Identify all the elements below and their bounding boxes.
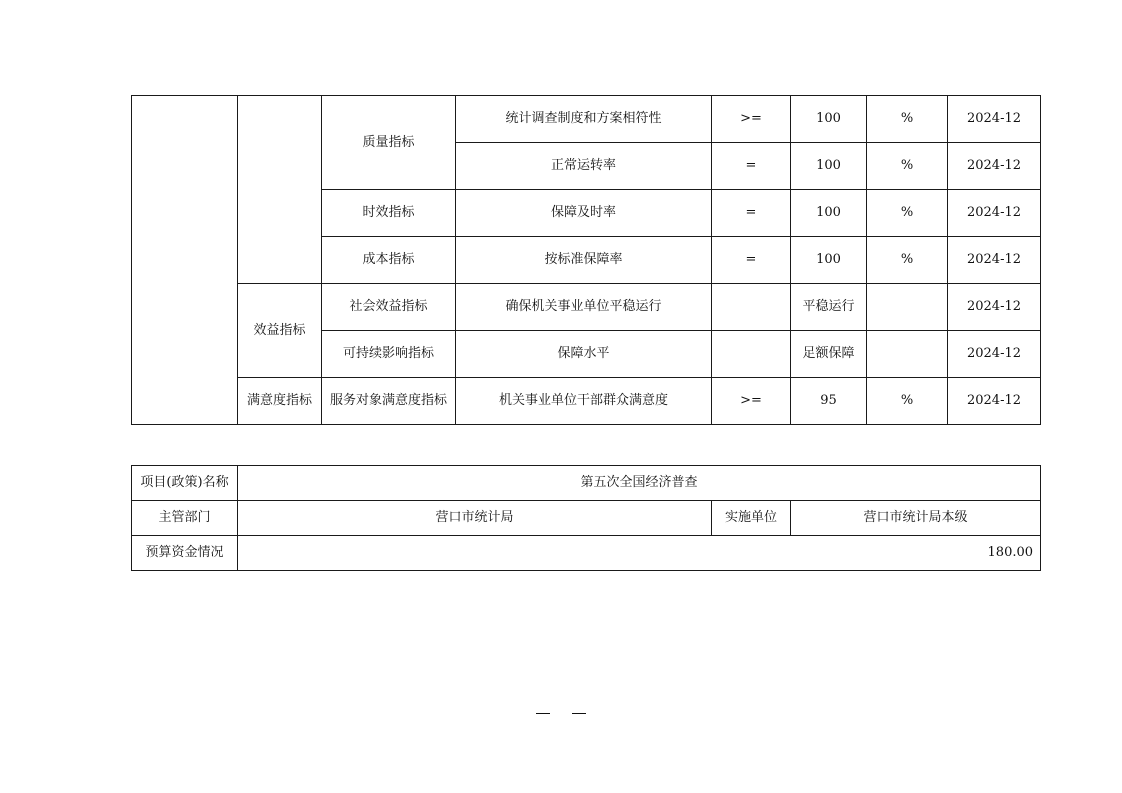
project-name-value: 第五次全国经济普查 bbox=[238, 466, 1041, 501]
deadline-cell: 2024-12 bbox=[948, 378, 1041, 425]
deadline-cell: 2024-12 bbox=[948, 237, 1041, 284]
table-row bbox=[132, 284, 1041, 331]
level3-cell: 时效指标 bbox=[322, 190, 456, 237]
level3-cell: 社会效益指标 bbox=[322, 284, 456, 331]
level3-cell: 可持续影响指标 bbox=[322, 331, 456, 378]
target-cell: 100 bbox=[791, 237, 867, 284]
footer-dash bbox=[572, 713, 586, 714]
operator-cell: = bbox=[712, 143, 791, 190]
impl-value: 营口市统计局本级 bbox=[791, 501, 1041, 536]
dept-value: 营口市统计局 bbox=[238, 501, 712, 536]
indicator-cell: 确保机关事业单位平稳运行 bbox=[456, 284, 712, 331]
unit-cell: % bbox=[867, 143, 948, 190]
level3-cell: 服务对象满意度指标 bbox=[322, 378, 456, 425]
target-cell: 100 bbox=[791, 143, 867, 190]
deadline-cell: 2024-12 bbox=[948, 96, 1041, 143]
deadline-cell: 2024-12 bbox=[948, 143, 1041, 190]
unit-cell bbox=[867, 331, 948, 378]
table-row bbox=[132, 536, 1041, 571]
budget-label: 预算资金情况 bbox=[132, 536, 238, 571]
level1-cell bbox=[132, 96, 238, 425]
target-cell: 95 bbox=[791, 378, 867, 425]
level3-cell: 成本指标 bbox=[322, 237, 456, 284]
level2-cell: 满意度指标 bbox=[238, 378, 322, 425]
impl-label: 实施单位 bbox=[712, 501, 791, 536]
deadline-cell: 2024-12 bbox=[948, 190, 1041, 237]
unit-cell: % bbox=[867, 237, 948, 284]
project-info-table bbox=[131, 465, 1041, 571]
level2-cell bbox=[238, 96, 322, 284]
indicator-cell: 机关事业单位干部群众满意度 bbox=[456, 378, 712, 425]
level2-cell: 效益指标 bbox=[238, 284, 322, 378]
indicator-cell: 统计调查制度和方案相符性 bbox=[456, 96, 712, 143]
operator-cell: >= bbox=[712, 378, 791, 425]
table-row bbox=[132, 501, 1041, 536]
performance-indicator-table bbox=[131, 95, 1041, 425]
indicator-cell: 保障及时率 bbox=[456, 190, 712, 237]
target-cell: 100 bbox=[791, 190, 867, 237]
operator-cell bbox=[712, 284, 791, 331]
target-cell: 足额保障 bbox=[791, 331, 867, 378]
unit-cell: % bbox=[867, 378, 948, 425]
table-row bbox=[132, 378, 1041, 425]
page-number-footer bbox=[0, 706, 1122, 721]
deadline-cell: 2024-12 bbox=[948, 331, 1041, 378]
dept-label: 主管部门 bbox=[132, 501, 238, 536]
target-cell: 平稳运行 bbox=[791, 284, 867, 331]
level3-cell: 质量指标 bbox=[322, 96, 456, 190]
operator-cell: >= bbox=[712, 96, 791, 143]
table-row bbox=[132, 466, 1041, 501]
unit-cell bbox=[867, 284, 948, 331]
deadline-cell: 2024-12 bbox=[948, 284, 1041, 331]
operator-cell: = bbox=[712, 190, 791, 237]
indicator-cell: 正常运转率 bbox=[456, 143, 712, 190]
footer-dash bbox=[536, 713, 550, 714]
indicator-cell: 按标准保障率 bbox=[456, 237, 712, 284]
project-name-label: 项目(政策)名称 bbox=[132, 466, 238, 501]
table-row bbox=[132, 96, 1041, 143]
operator-cell: = bbox=[712, 237, 791, 284]
unit-cell: % bbox=[867, 96, 948, 143]
budget-value: 180.00 bbox=[238, 536, 1041, 571]
indicator-cell: 保障水平 bbox=[456, 331, 712, 378]
target-cell: 100 bbox=[791, 96, 867, 143]
operator-cell bbox=[712, 331, 791, 378]
unit-cell: % bbox=[867, 190, 948, 237]
